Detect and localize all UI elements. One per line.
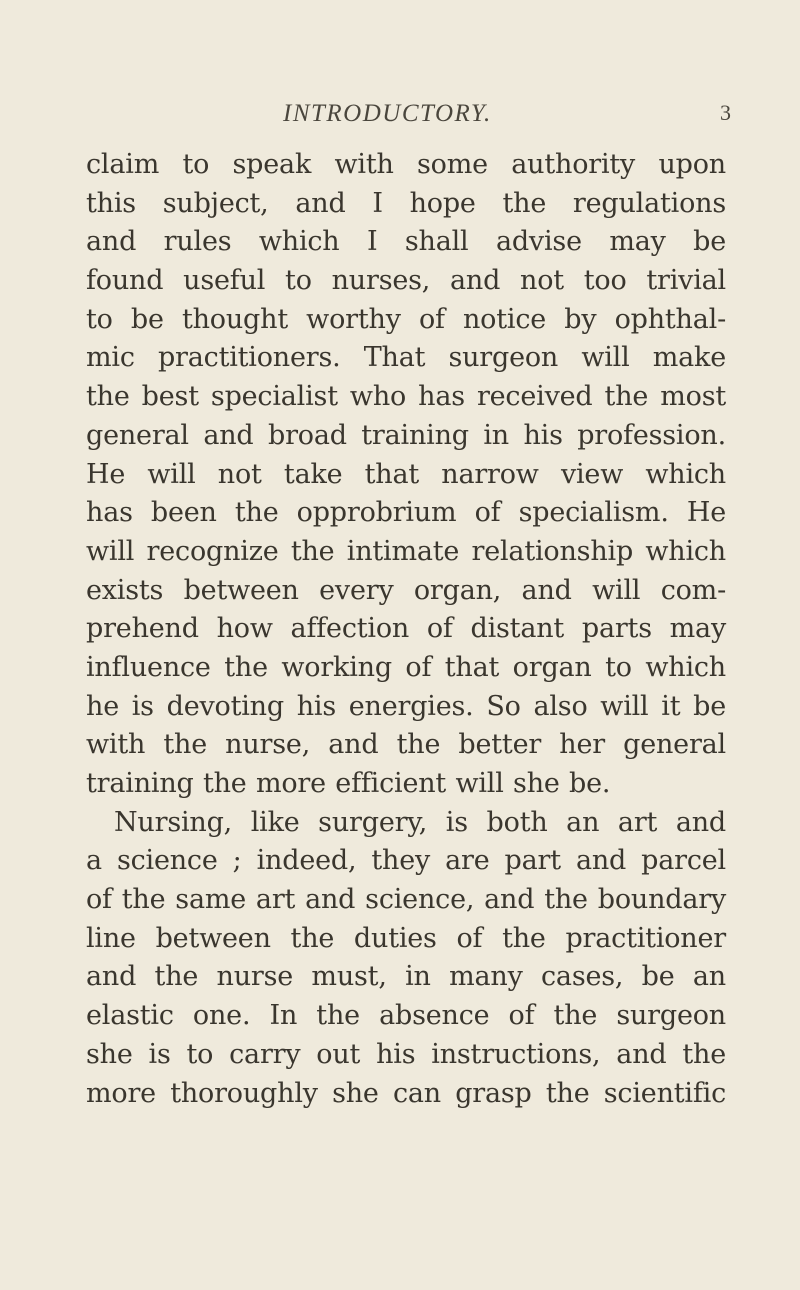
text-line: influence the working of that organ to which: [86, 651, 726, 683]
text-line: He will not take that narrow view which: [86, 458, 726, 490]
text-line: will recognize the intimate relationship which: [86, 535, 726, 567]
text-line: this subject, and I hope the regulations: [86, 187, 726, 219]
text-line: the best specialist who has received the most: [86, 381, 726, 413]
text-line: general and broad training in his profession.: [86, 419, 726, 451]
text-line: more thoroughly she can grasp the scientific: [86, 1077, 726, 1109]
text-line: prehend how affection of distant parts may: [86, 613, 726, 645]
body-text: [86, 146, 726, 1113]
text-line: Nursing, like surgery, is both an art and: [114, 806, 726, 838]
text-line: has been the opprobrium of specialism. He: [86, 497, 726, 529]
text-line: of the same art and science, and the boundary: [86, 884, 726, 916]
text-line: with the nurse, and the better her general: [86, 729, 726, 761]
text-line: and the nurse must, in many cases, be an: [86, 961, 726, 993]
text-line: training the more efficient will she be.: [86, 768, 611, 799]
running-title: INTRODUCTORY.: [283, 100, 492, 127]
text-line: exists between every organ, and will com-: [86, 574, 726, 606]
text-line: a science ; indeed, they are part and parcel: [86, 845, 726, 877]
text-line: he is devoting his energies. So also will it be: [86, 690, 726, 722]
text-line: found useful to nurses, and not too trivial: [86, 265, 726, 297]
text-line: she is to carry out his instructions, and the: [86, 1038, 726, 1070]
text-line: elastic one. In the absence of the surgeon: [86, 1000, 726, 1032]
running-head: [0, 100, 800, 140]
text-line: line between the duties of the practitioner: [86, 922, 726, 954]
text-line: and rules which I shall advise may be: [86, 226, 726, 258]
page-number: 3: [720, 100, 731, 125]
text-line: claim to speak with some authority upon: [86, 149, 726, 180]
text-line: mic practitioners. That surgeon will make: [86, 342, 726, 374]
text-line: to be thought worthy of notice by ophthal-: [86, 303, 726, 335]
